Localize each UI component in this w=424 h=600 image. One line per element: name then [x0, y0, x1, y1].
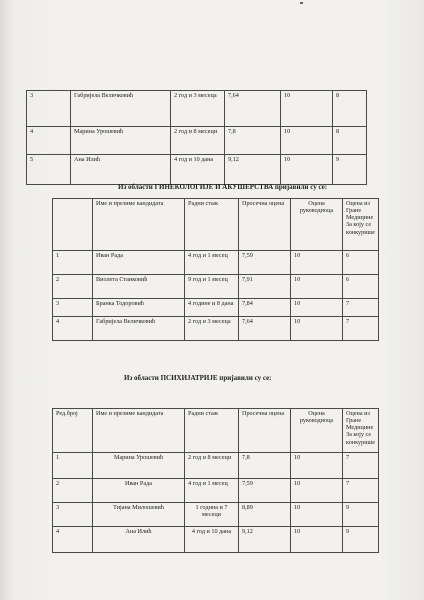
work-experience: 4 год и 10 дана — [185, 527, 239, 553]
average-grade: 7,91 — [239, 275, 291, 299]
row-number: 5 — [27, 155, 71, 185]
row-number: 2 — [53, 275, 93, 299]
branch-grade: 6 — [343, 275, 379, 299]
table-header-row — [53, 199, 379, 251]
average-grade: 7,8 — [239, 453, 291, 479]
table-row — [53, 275, 379, 299]
candidates-table-continued — [26, 90, 367, 185]
table-row — [53, 527, 379, 553]
row-number: 3 — [53, 503, 93, 527]
candidate-name: Марина Урошевић — [71, 127, 171, 155]
row-number: 2 — [53, 479, 93, 503]
table-row — [53, 317, 379, 341]
supervisor-grade: 10 — [291, 453, 343, 479]
supervisor-grade: 10 — [281, 91, 333, 127]
header-name: Име и презиме кандидата — [93, 409, 185, 453]
header-supervisor-grade: Оцена руководиоца — [291, 199, 343, 251]
table-row — [27, 155, 367, 185]
candidate-name: Иван Рада — [93, 251, 185, 275]
section-heading-gynecology: Из области ГИНЕКОЛОГИЈЕ И АКУШЕРСТВА пријавили су се: — [118, 183, 328, 191]
row-number: 3 — [53, 299, 93, 317]
table-row — [53, 251, 379, 275]
table-row — [27, 127, 367, 155]
average-grade: 7,64 — [225, 91, 281, 127]
supervisor-grade: 10 — [291, 275, 343, 299]
supervisor-grade: 10 — [291, 479, 343, 503]
supervisor-grade: 10 — [281, 155, 333, 185]
header-row-number: Ред.број — [53, 409, 93, 453]
row-number: 3 — [27, 91, 71, 127]
supervisor-grade: 10 — [291, 527, 343, 553]
average-grade: 7,59 — [239, 251, 291, 275]
branch-grade: 8 — [333, 91, 367, 127]
branch-grade: 8 — [333, 127, 367, 155]
supervisor-grade: 10 — [291, 299, 343, 317]
row-number: 4 — [27, 127, 71, 155]
table-row — [53, 453, 379, 479]
average-grade: 9,12 — [239, 527, 291, 553]
header-experience: Радни стаж — [185, 409, 239, 453]
average-grade: 9,12 — [225, 155, 281, 185]
table-row — [53, 479, 379, 503]
candidate-name: Габријела Величковић — [93, 317, 185, 341]
candidate-name: Ана Илић — [93, 527, 185, 553]
table-header-row — [53, 409, 379, 453]
header-branch-grade: Оцена из Гране Медицине За коју се конкурише — [343, 199, 379, 251]
row-number: 4 — [53, 317, 93, 341]
psychiatry-candidates-table — [52, 408, 379, 553]
average-grade: 7,59 — [239, 479, 291, 503]
branch-grade: 6 — [343, 251, 379, 275]
header-supervisor-grade: Оцена руководиоца — [291, 409, 343, 453]
candidate-name: Иван Рада — [93, 479, 185, 503]
average-grade: 7,84 — [239, 299, 291, 317]
table-row — [27, 91, 367, 127]
branch-grade: 9 — [333, 155, 367, 185]
table-row — [53, 299, 379, 317]
header-row-number — [53, 199, 93, 251]
supervisor-grade: 10 — [281, 127, 333, 155]
supervisor-grade: 10 — [291, 317, 343, 341]
average-grade: 8,89 — [239, 503, 291, 527]
work-experience: 2 год и 3 месеца — [185, 317, 239, 341]
section-heading-psychiatry: Из области ПСИХИЈАТРИЈЕ пријавили су се: — [124, 374, 272, 382]
work-experience: 4 године и 8 дана — [185, 299, 239, 317]
work-experience: 4 год и 10 дана — [171, 155, 225, 185]
candidate-name: Тијана Милошевић — [93, 503, 185, 527]
candidate-name: Ана Илић — [71, 155, 171, 185]
row-number: 1 — [53, 453, 93, 479]
header-average-grade: Просечна оцена — [239, 199, 291, 251]
average-grade: 7,64 — [239, 317, 291, 341]
scan-mark — [300, 2, 303, 4]
candidate-name: Виолета Станковић — [93, 275, 185, 299]
work-experience: 4 год и 1 месец — [185, 479, 239, 503]
candidate-name: Бранка Тодоровић — [93, 299, 185, 317]
candidate-name: Габријела Величковић — [71, 91, 171, 127]
work-experience: 2 год и 3 месеца — [171, 91, 225, 127]
header-branch-grade: Оцена из Гране Медицине За коју се конкурише — [343, 409, 379, 453]
work-experience: 4 год и 1 месец — [185, 251, 239, 275]
branch-grade: 7 — [343, 299, 379, 317]
header-name: Име и презиме кандидата — [93, 199, 185, 251]
row-number: 4 — [53, 527, 93, 553]
branch-grade: 7 — [343, 317, 379, 341]
header-experience: Радни стаж — [185, 199, 239, 251]
header-average-grade: Просечна оцена — [239, 409, 291, 453]
work-experience: 2 год и 8 месеци — [171, 127, 225, 155]
branch-grade: 9 — [343, 503, 379, 527]
work-experience: 9 год и 1 месец — [185, 275, 239, 299]
table-row — [53, 503, 379, 527]
gynecology-candidates-table — [52, 198, 379, 341]
work-experience: 1 година и 7 месеци — [185, 503, 239, 527]
branch-grade: 7 — [343, 479, 379, 503]
supervisor-grade: 10 — [291, 503, 343, 527]
work-experience: 2 год и 8 месеци — [185, 453, 239, 479]
row-number: 1 — [53, 251, 93, 275]
candidate-name: Марина Урошевић — [93, 453, 185, 479]
average-grade: 7,8 — [225, 127, 281, 155]
branch-grade: 9 — [343, 527, 379, 553]
branch-grade: 7 — [343, 453, 379, 479]
supervisor-grade: 10 — [291, 251, 343, 275]
